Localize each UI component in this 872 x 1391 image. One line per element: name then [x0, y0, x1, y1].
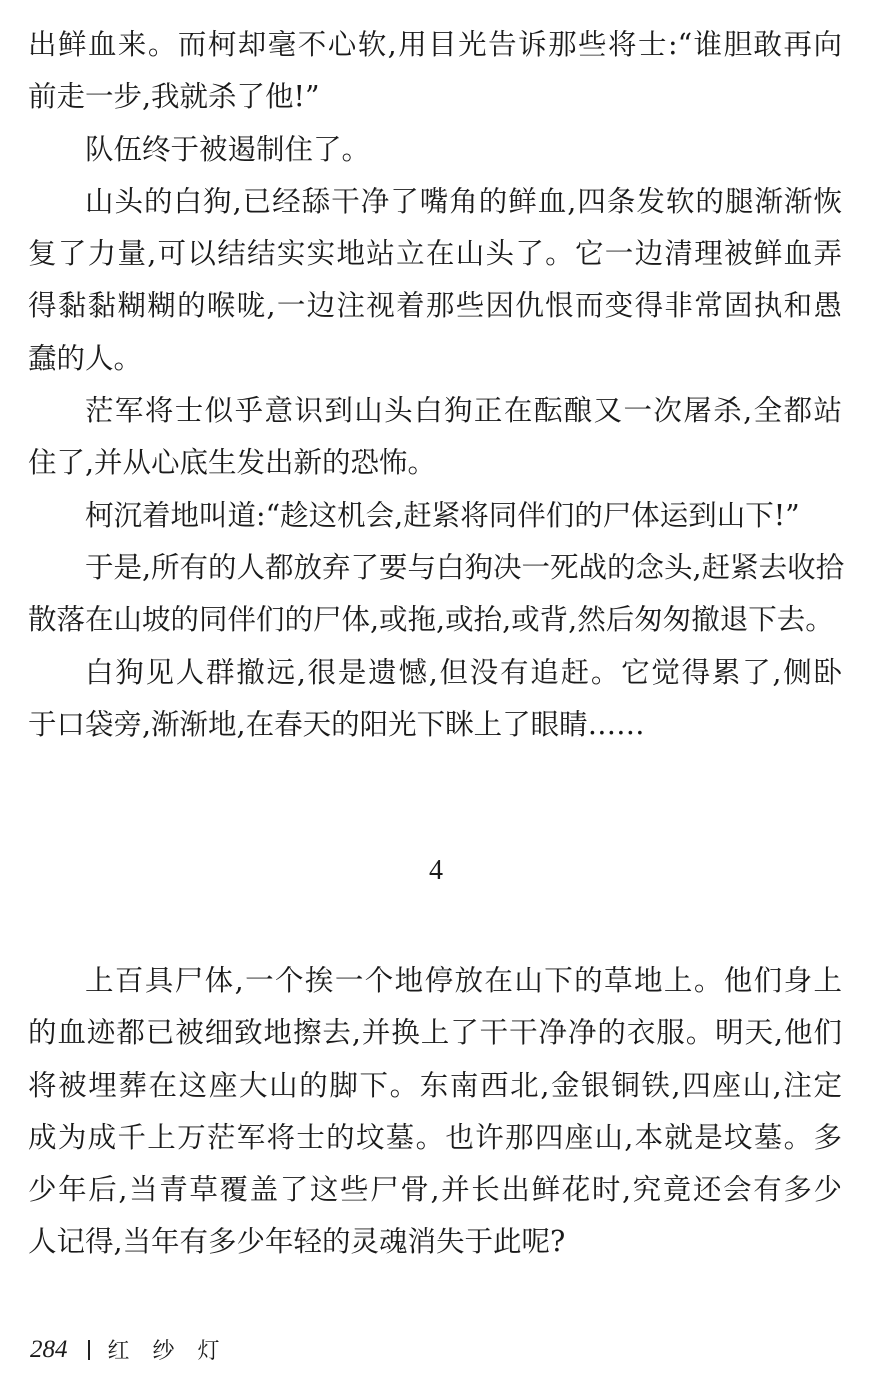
text-line: 少年后,当青草覆盖了这些尸骨,并长出鲜花时,究竟还会有多少	[28, 1173, 842, 1207]
paragraph	[28, 176, 842, 385]
text-line: 得黏黏糊糊的喉咙,一边注视着那些因仇恨而变得非常固执和愚	[28, 289, 842, 323]
text-line: 散落在山坡的同伴们的尸体,或拖,或抬,或背,然后匆匆撤退下去。	[28, 603, 834, 637]
book-title: 红 纱 灯	[107, 1339, 228, 1364]
text-line: 蠢的人。	[28, 341, 143, 375]
text-line: 复了力量,可以结结实实地站立在山头了。它一边清理被鲜血弄	[28, 237, 842, 271]
text-line: 于是,所有的人都放弃了要与白狗决一死战的念头,赶紧去收拾	[85, 550, 845, 584]
text-line: 柯沉着地叫道:“趁这机会,赶紧将同伴们的尸体运到山下!”	[85, 498, 800, 532]
footer-divider	[88, 1340, 90, 1360]
paragraph	[28, 385, 842, 490]
paragraph	[28, 542, 845, 647]
text-line: 成为成千上万茫军将士的坟墓。也许那四座山,本就是坟墓。多	[28, 1120, 842, 1154]
text-line: 前走一步,我就杀了他!”	[28, 80, 320, 114]
page-number: 284	[30, 1335, 68, 1363]
paragraph	[28, 955, 842, 1269]
text-line: 于口袋旁,渐渐地,在春天的阳光下眯上了眼睛……	[28, 707, 645, 741]
text-line: 将被埋葬在这座大山的脚下。东南西北,金银铜铁,四座山,注定	[28, 1068, 842, 1102]
text-line: 人记得,当年有多少年轻的灵魂消失于此呢?	[28, 1225, 566, 1259]
text-line: 白狗见人群撤远,很是遗憾,但没有追赶。它觉得累了,侧卧	[85, 655, 842, 689]
paragraph	[28, 490, 842, 542]
text-line: 的血迹都已被细致地擦去,并换上了干干净净的衣服。明天,他们	[28, 1016, 842, 1050]
section-number: 4	[429, 855, 443, 886]
text-line: 出鲜血来。而柯却毫不心软,用目光告诉那些将士:“谁胆敢再向	[28, 28, 842, 61]
text-line: 队伍终于被遏制住了。	[85, 132, 371, 166]
page-footer	[30, 1334, 228, 1365]
paragraph	[28, 19, 842, 124]
paragraph	[28, 124, 842, 176]
text-line: 住了,并从心底生发出新的恐怖。	[28, 446, 437, 480]
text-line: 上百具尸体,一个挨一个地停放在山下的草地上。他们身上	[85, 964, 842, 997]
text-line: 茫军将士似乎意识到山头白狗正在酝酿又一次屠杀,全都站	[85, 394, 842, 428]
body-text-bottom	[28, 955, 842, 1269]
text-line: 山头的白狗,已经舔干净了嘴角的鲜血,四条发软的腿渐渐恢	[85, 184, 842, 218]
paragraph	[28, 647, 842, 752]
body-text-top	[28, 19, 845, 751]
